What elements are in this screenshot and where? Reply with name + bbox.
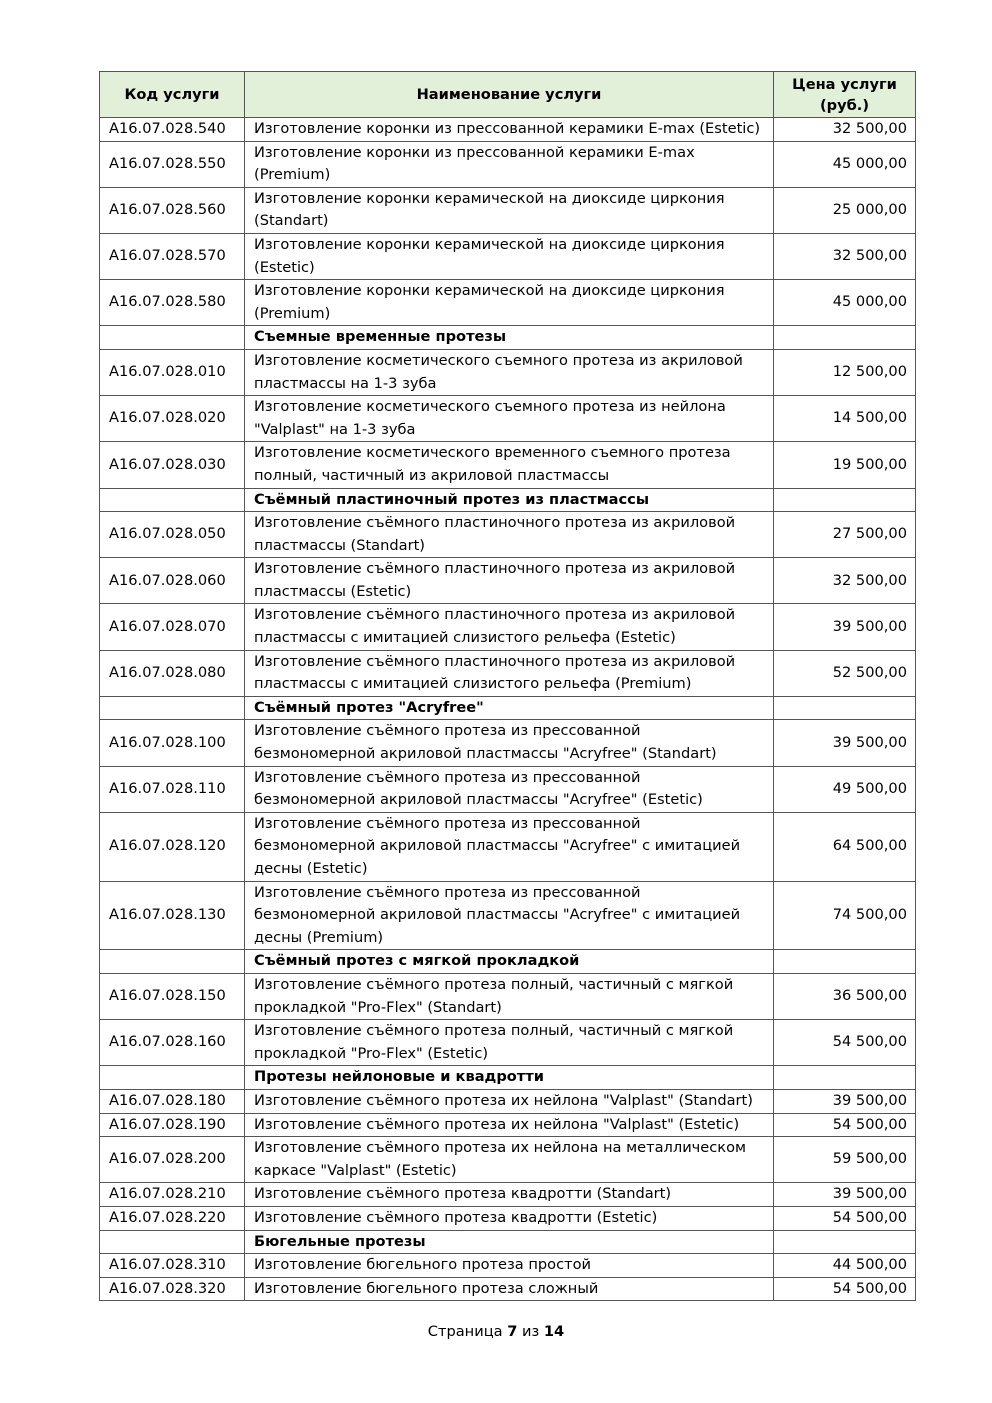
table-body: [100, 118, 916, 1301]
section-header-row: [100, 326, 916, 350]
section-title-cell: Протезы нейлоновые и квадротти: [245, 1066, 774, 1090]
header-price: Цена услуги (руб.): [774, 72, 916, 118]
page-label: Страница: [427, 1323, 503, 1340]
service-code-cell: A16.07.028.050: [100, 512, 245, 558]
section-title-cell: Съёмный пластиночный протез из пластмассы: [245, 488, 774, 512]
service-name-cell: Изготовление съёмного пластиночного протеза из акриловой пластмассы (Standart): [245, 512, 774, 558]
service-name-cell: Изготовление съёмного протеза полный, частичный с мягкой прокладкой "Pro-Flex" (Standart): [245, 973, 774, 1019]
table-row: [100, 1089, 916, 1113]
service-name-cell: Изготовление съёмного протеза полный, частичный с мягкой прокладкой "Pro-Flex" (Estetic): [245, 1020, 774, 1066]
service-name-cell: Изготовление съёмного протеза из прессованной безмономерной акриловой пластмассы "Acryfree" (Estetic): [245, 766, 774, 812]
service-price-cell: 64 500,00: [774, 812, 916, 881]
service-name-cell: Изготовление коронки керамической на диоксиде циркония (Standart): [245, 187, 774, 233]
table-row: [100, 720, 916, 766]
service-name-cell: Изготовление съёмного протеза их нейлона на металлическом каркасе "Valplast" (Estetic): [245, 1137, 774, 1183]
service-code-cell: A16.07.028.100: [100, 720, 245, 766]
service-code-cell: A16.07.028.060: [100, 558, 245, 604]
service-price-cell: 52 500,00: [774, 650, 916, 696]
service-name-cell: Изготовление косметического съемного протеза из нейлона "Valplast" на 1-3 зуба: [245, 396, 774, 442]
service-code-cell: [100, 1230, 245, 1254]
service-price-cell: 27 500,00: [774, 512, 916, 558]
table-row: [100, 141, 916, 187]
service-name-cell: Изготовление бюгельного протеза простой: [245, 1254, 774, 1278]
service-code-cell: A16.07.028.570: [100, 233, 245, 279]
table-row: [100, 1137, 916, 1183]
service-price-cell: 49 500,00: [774, 766, 916, 812]
section-header-row: [100, 1066, 916, 1090]
service-price-cell: [774, 696, 916, 720]
service-name-cell: Изготовление съёмного пластиночного протеза из акриловой пластмассы с имитацией слизистого рельефа (Premium): [245, 650, 774, 696]
service-code-cell: A16.07.028.110: [100, 766, 245, 812]
section-title-cell: Съемные временные протезы: [245, 326, 774, 350]
service-price-cell: [774, 488, 916, 512]
table-row: [100, 1254, 916, 1278]
service-code-cell: A16.07.028.580: [100, 280, 245, 326]
table-row: [100, 1183, 916, 1207]
service-code-cell: A16.07.028.210: [100, 1183, 245, 1207]
price-list-table: [99, 71, 916, 1301]
service-price-cell: 25 000,00: [774, 187, 916, 233]
table-header: [100, 72, 916, 118]
service-name-cell: Изготовление коронки керамической на диоксиде циркония (Estetic): [245, 233, 774, 279]
service-code-cell: A16.07.028.200: [100, 1137, 245, 1183]
service-price-cell: 39 500,00: [774, 1089, 916, 1113]
service-name-cell: Изготовление съёмного протеза из прессованной безмономерной акриловой пластмассы "Acryfree" (Standart): [245, 720, 774, 766]
table-row: [100, 604, 916, 650]
service-code-cell: A16.07.028.130: [100, 881, 245, 950]
service-code-cell: [100, 488, 245, 512]
section-title-cell: Съёмный протез с мягкой прокладкой: [245, 950, 774, 974]
service-price-cell: 45 000,00: [774, 141, 916, 187]
service-price-cell: 19 500,00: [774, 442, 916, 488]
table-row: [100, 973, 916, 1019]
service-price-cell: [774, 1230, 916, 1254]
service-code-cell: [100, 1066, 245, 1090]
current-page-number: 7: [507, 1323, 518, 1340]
service-code-cell: A16.07.028.180: [100, 1089, 245, 1113]
service-name-cell: Изготовление коронки из прессованной керамики E-max (Estetic): [245, 118, 774, 142]
service-price-cell: 45 000,00: [774, 280, 916, 326]
service-price-cell: 39 500,00: [774, 1183, 916, 1207]
section-header-row: [100, 696, 916, 720]
service-code-cell: [100, 326, 245, 350]
service-name-cell: Изготовление съёмного протеза их нейлона "Valplast" (Standart): [245, 1089, 774, 1113]
service-price-cell: 32 500,00: [774, 558, 916, 604]
service-name-cell: Изготовление косметического съемного протеза из акриловой пластмассы на 1-3 зуба: [245, 349, 774, 395]
service-code-cell: A16.07.028.030: [100, 442, 245, 488]
table-row: [100, 1206, 916, 1230]
service-price-cell: 54 500,00: [774, 1113, 916, 1137]
service-price-cell: 54 500,00: [774, 1020, 916, 1066]
service-price-cell: 14 500,00: [774, 396, 916, 442]
section-title-cell: Съёмный протез "Acryfree": [245, 696, 774, 720]
header-row: [100, 72, 916, 118]
table-row: [100, 118, 916, 142]
table-row: [100, 1277, 916, 1301]
service-code-cell: [100, 696, 245, 720]
section-header-row: [100, 950, 916, 974]
table-row: [100, 812, 916, 881]
service-price-cell: 32 500,00: [774, 118, 916, 142]
service-price-cell: 54 500,00: [774, 1206, 916, 1230]
service-code-cell: A16.07.028.150: [100, 973, 245, 1019]
service-price-cell: 59 500,00: [774, 1137, 916, 1183]
service-code-cell: A16.07.028.560: [100, 187, 245, 233]
table-row: [100, 187, 916, 233]
page-separator: из: [522, 1323, 540, 1340]
service-name-cell: Изготовление коронки из прессованной керамики E-max (Premium): [245, 141, 774, 187]
service-price-cell: 74 500,00: [774, 881, 916, 950]
service-price-cell: 12 500,00: [774, 349, 916, 395]
table-row: [100, 349, 916, 395]
service-code-cell: [100, 950, 245, 974]
header-code: Код услуги: [100, 72, 245, 118]
service-price-cell: 39 500,00: [774, 720, 916, 766]
table-row: [100, 1020, 916, 1066]
service-price-cell: 32 500,00: [774, 233, 916, 279]
page-footer: [0, 1323, 992, 1340]
service-code-cell: A16.07.028.220: [100, 1206, 245, 1230]
table-row: [100, 512, 916, 558]
service-code-cell: A16.07.028.190: [100, 1113, 245, 1137]
service-code-cell: A16.07.028.160: [100, 1020, 245, 1066]
table-row: [100, 558, 916, 604]
service-name-cell: Изготовление съёмного протеза квадротти (Standart): [245, 1183, 774, 1207]
service-name-cell: Изготовление бюгельного протеза сложный: [245, 1277, 774, 1301]
service-code-cell: A16.07.028.540: [100, 118, 245, 142]
service-code-cell: A16.07.028.320: [100, 1277, 245, 1301]
table-row: [100, 766, 916, 812]
header-name: Наименование услуги: [245, 72, 774, 118]
section-title-cell: Бюгельные протезы: [245, 1230, 774, 1254]
service-name-cell: Изготовление косметического временного съемного протеза полный, частичный из акриловой пластмассы: [245, 442, 774, 488]
table-row: [100, 280, 916, 326]
service-price-cell: 54 500,00: [774, 1277, 916, 1301]
service-name-cell: Изготовление съёмного протеза из прессованной безмономерной акриловой пластмассы "Acryfree" с имитацией десны (Estetic): [245, 812, 774, 881]
service-price-cell: [774, 326, 916, 350]
service-price-cell: [774, 950, 916, 974]
service-code-cell: A16.07.028.550: [100, 141, 245, 187]
service-name-cell: Изготовление съёмного пластиночного протеза из акриловой пластмассы (Estetic): [245, 558, 774, 604]
service-name-cell: Изготовление съёмного протеза их нейлона "Valplast" (Estetic): [245, 1113, 774, 1137]
service-price-cell: 44 500,00: [774, 1254, 916, 1278]
service-code-cell: A16.07.028.010: [100, 349, 245, 395]
table-row: [100, 396, 916, 442]
section-header-row: [100, 488, 916, 512]
table-row: [100, 881, 916, 950]
service-code-cell: A16.07.028.020: [100, 396, 245, 442]
table-row: [100, 1113, 916, 1137]
service-price-cell: 36 500,00: [774, 973, 916, 1019]
service-code-cell: A16.07.028.310: [100, 1254, 245, 1278]
service-code-cell: A16.07.028.120: [100, 812, 245, 881]
service-name-cell: Изготовление съёмного протеза квадротти (Estetic): [245, 1206, 774, 1230]
table-row: [100, 650, 916, 696]
table-row: [100, 233, 916, 279]
service-code-cell: A16.07.028.070: [100, 604, 245, 650]
section-header-row: [100, 1230, 916, 1254]
total-pages-number: 14: [543, 1323, 565, 1340]
service-name-cell: Изготовление съёмного протеза из прессованной безмономерной акриловой пластмассы "Acryfree" с имитацией десны (Premium): [245, 881, 774, 950]
service-price-cell: [774, 1066, 916, 1090]
service-price-cell: 39 500,00: [774, 604, 916, 650]
service-code-cell: A16.07.028.080: [100, 650, 245, 696]
table-row: [100, 442, 916, 488]
service-name-cell: Изготовление съёмного пластиночного протеза из акриловой пластмассы с имитацией слизистого рельефа (Estetic): [245, 604, 774, 650]
service-name-cell: Изготовление коронки керамической на диоксиде циркония (Premium): [245, 280, 774, 326]
